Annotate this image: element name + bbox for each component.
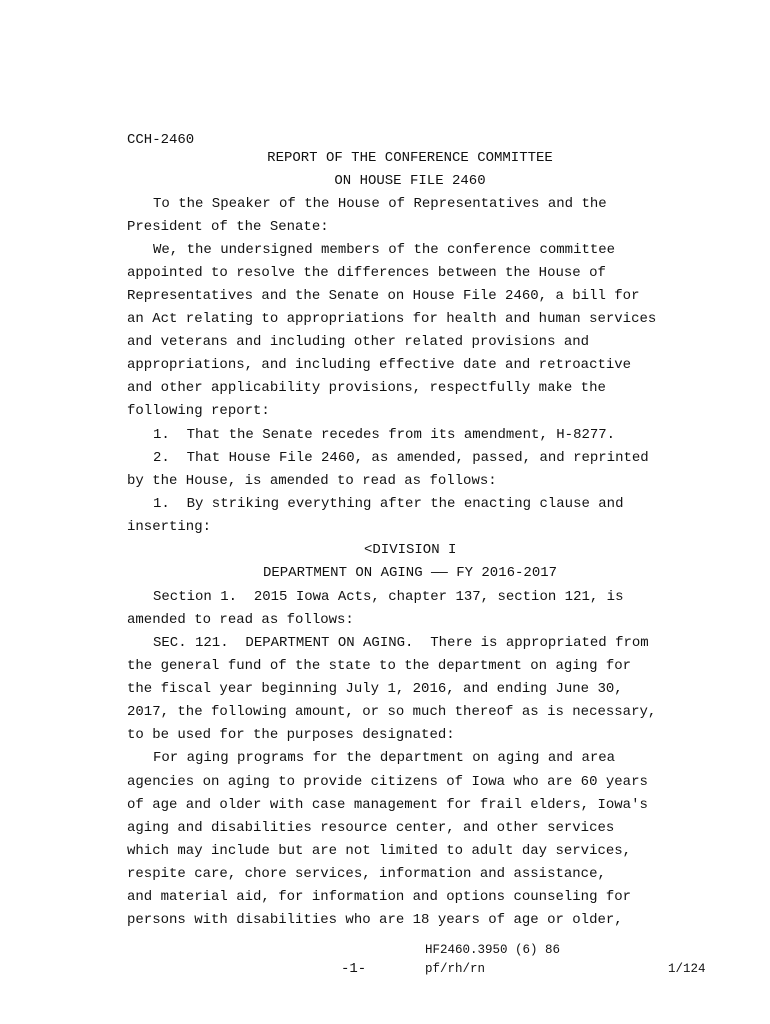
body-line: For aging programs for the department on aging and area <box>153 750 616 766</box>
body-line: and material aid, for information and options counseling for <box>127 889 632 905</box>
body-line: the fiscal year beginning July 1, 2016, and ending June 30, <box>127 681 623 697</box>
body-line: amended to read as follows: <box>127 612 354 628</box>
body-line: To the Speaker of the House of Representatives and the <box>153 196 607 212</box>
body-line: respite care, chore services, information and assistance, <box>127 866 606 882</box>
body-line: 1. That the Senate recedes from its amendment, H-8277. <box>153 427 616 443</box>
body-line: appropriations, and including effective date and retroactive <box>127 357 632 373</box>
body-line: which may include but are not limited to adult day services, <box>127 843 632 859</box>
body-line: agencies on aging to provide citizens of Iowa who are 60 years <box>127 774 648 790</box>
body-line: by the House, is amended to read as follows: <box>127 473 497 489</box>
report-subtitle: ON HOUSE FILE 2460 <box>334 173 486 189</box>
body-line: of age and older with case management for frail elders, Iowa's <box>127 797 648 813</box>
body-line: the general fund of the state to the department on aging for <box>127 658 632 674</box>
body-line: persons with disabilities who are 18 years of age or older, <box>127 912 623 928</box>
body-line: Representatives and the Senate on House File 2460, a bill for <box>127 288 640 304</box>
body-line: We, the undersigned members of the conference committee <box>153 242 616 258</box>
body-line: appointed to resolve the differences between the House of <box>127 265 606 281</box>
body-line: and veterans and including other related provisions and <box>127 334 590 350</box>
footer-initials: pf/rh/rn <box>425 962 486 976</box>
department-heading: DEPARTMENT ON AGING —— FY 2016-2017 <box>262 565 558 581</box>
body-line: aging and disabilities resource center, and other services <box>127 820 615 836</box>
body-line: 2017, the following amount, or so much thereof as is necessary, <box>127 704 657 720</box>
body-line: President of the Senate: <box>127 219 329 235</box>
body-line: Section 1. 2015 Iowa Acts, chapter 137, section 121, is <box>153 589 624 605</box>
division-heading: <DIVISION I <box>364 542 457 558</box>
body-line: 2. That House File 2460, as amended, passed, and reprinted <box>153 450 649 466</box>
body-line: SEC. 121. DEPARTMENT ON AGING. There is appropriated from <box>153 635 649 651</box>
body-line: and other applicability provisions, respectfully make the <box>127 380 606 396</box>
document-id: CCH-2460 <box>127 132 195 148</box>
body-line: to be used for the purposes designated: <box>127 727 455 743</box>
body-line: inserting: <box>127 519 212 535</box>
page-count: 1/124 <box>668 962 706 976</box>
body-line: 1. By striking everything after the enacting clause and <box>153 496 624 512</box>
report-title: REPORT OF THE CONFERENCE COMMITTEE <box>267 150 553 166</box>
page-marker: -1- <box>341 961 367 977</box>
body-line: following report: <box>127 403 270 419</box>
footer-code: HF2460.3950 (6) 86 <box>425 943 561 957</box>
body-line: an Act relating to appropriations for health and human services <box>127 311 657 327</box>
